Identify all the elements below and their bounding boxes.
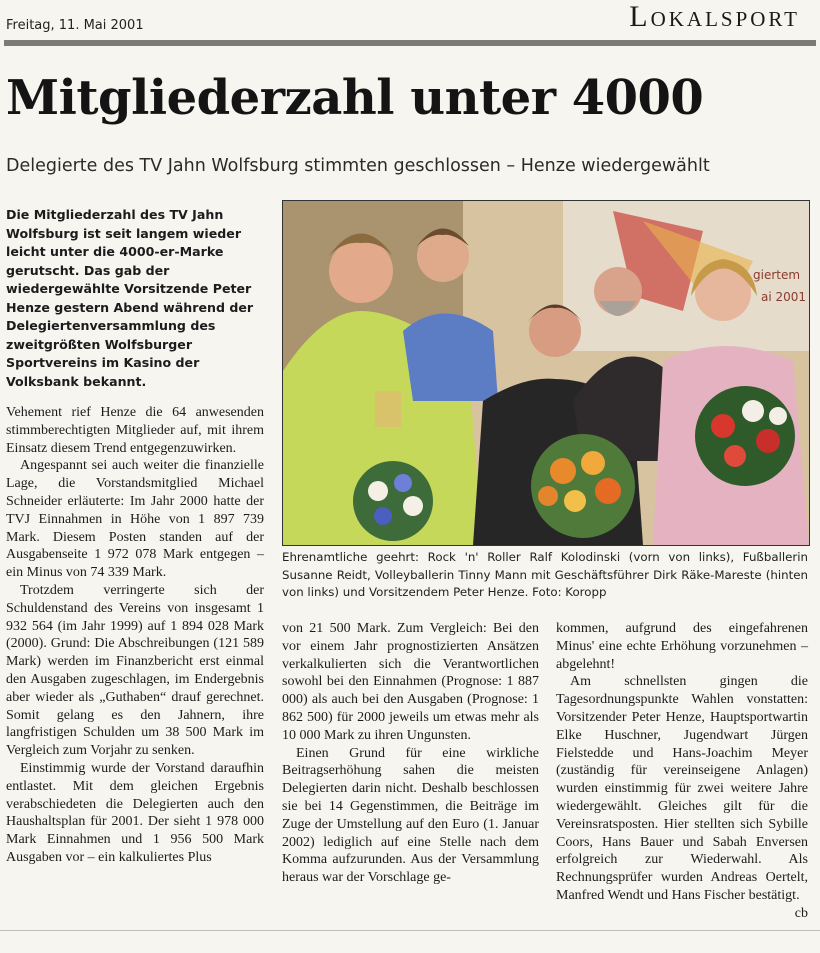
paragraph [556,673,808,921]
person-head [329,239,393,303]
paragraph: Einen Grund für eine wirkliche Beitragserhöhung sahen die meisten Delegierten darin nicht. Deshalb beschlossen sie bei 14 Gegenstimmen, die Beiträge im Zuge der Umstellung auf den Euro (1. Januar 2002) lediglich auf eine Stelle nach dem Komma aufzurunden. Aus der Versammlung heraus war der Vorschlage ge- [282,745,539,886]
banner-text: giertem [753,268,801,282]
banner-text: ai 2001 [761,290,807,304]
photo-caption: Ehrenamtliche geehrt: Rock 'n' Roller Ralf Kolodinski (vorn von links), Fußballerin Susanne Reidt, Volleyballerin Tinny Mann mit Geschäftsführer Dirk Räke-Mareste (hinten von links) und Vorsitzendem Peter Henze. Foto: Koropp [282,550,808,599]
article-column-3 [556,620,808,923]
group-photo [282,200,810,546]
headline: Mitgliederzahl unter 4000 [6,70,704,126]
bouquet-left [353,461,433,541]
paragraph: Angespannt sei auch weiter die finanzielle Lage, die Vorstandsmitglied Michael Schneider erläuterte: Im Jahr 2000 hatte der TVJ Einnahmen in Höhe von 1 897 739 Mark. Diesem Posten standen auf der Ausgabenseite 1 972 078 Mark entgegen – ein Minus von 74 339 Mark. [6,458,264,581]
paragraph: Einstimmig wurde der Vorstand daraufhin entlastet. Mit dem gleichen Ergebnis verabschiedeten die Delegierten auch den Haushaltsplan für 2001. Der sieht 1 978 000 Mark Einnahmen und 1 956 500 Mark Ausgaben vor – ein kalkuliertes Plus [6,760,264,865]
shirt-logo [375,391,401,427]
subheadline: Delegierte des TV Jahn Wolfsburg stimmten geschlossen – Henze wiedergewählt [6,156,710,176]
photo-illustration [283,201,809,545]
bouquet-center [531,434,635,538]
paragraph-text: Am schnellsten gingen die Tagesordnungspunkte Wahlen vonstatten: Vorsitzender Peter Henze, Hauptsportwartin Elke Huschner, Jugendwart Jürgen Fielstedde und Hans-Joachim Meyer (zuständig für vereinseigene Anlagen) wurden einstimmig für zwei weitere Jahre wiedergewählt. Gleiches gilt für die Vereinsratsposten. Hier stellten sich Sybille Coors, Hans Bauer und Sabah Enversen erfolgreich zur Wiederwahl. Als Rechnungsprüfer wurden Andreas Oertelt, Manfred Wendt und Hans Fischer bestätigt. [556,674,808,903]
section-title: Lokalsport [629,0,800,33]
paragraph: kommen, aufgrund des eingefahrenen Minus' eine echte Erhöhung vorzunehmen – abgelehnt! [556,621,808,672]
paragraph: von 21 500 Mark. Zum Vergleich: Bei den vor einem Jahr prognostizierten Ansätzen verkalkulierten sich die Verantwortlichen sowohl bei den Einnahmen (Prognose: 1 887 000) als auch bei den Ausgaben (Prognose: 1 862 500) für 2000 jeweils um etwas mehr als 10 000 Mark zu ihren Ungunsten. [282,621,539,743]
blue-shirt [403,314,498,402]
article-column-2 [282,620,539,887]
paragraph: Vehement rief Henze die 64 anwesenden stimmberechtigten Mitglieder auf, mit ihrem Einsatz diesem Trend entgegenzuwirken. [6,405,264,456]
paragraph: Trotzdem verringerte sich der Schuldenstand des Vereins von insgesamt 1 932 564 (im Jahr 1999) auf 1 894 028 Mark (2000). Grund: Die Abschreibungen (121 589 Mark) werden im Finanzbericht erst einmal den Ausgaben zugeschlagen, im Endergebnis aber wieder als „Guthaben“ drauf gerechnet. Somit gelang es den Jahnern, ihre langfristigen Schulden um 38 500 Mark im Vergleich zum Vorjahr zu senken. [6,582,264,759]
clipping-edge [0,930,820,931]
lead-paragraph: Die Mitgliederzahl des TV Jahn Wolfsburg ist seit langem wieder leicht unter die 4000-er-Marke gerutscht. Das gab der wiedergewählte Vorsitzende Peter Henze gestern Abend während der Delegiertenversammlung des zweitgrößten Wolfsburger Sportvereins im Kasino der Volksbank bekannt. [6,207,254,389]
bouquet-right [695,386,795,486]
article-column-1 [6,404,264,867]
issue-date: Freitag, 11. Mai 2001 [6,18,144,33]
author-signature: cb [794,905,808,921]
header-rule [4,40,816,46]
